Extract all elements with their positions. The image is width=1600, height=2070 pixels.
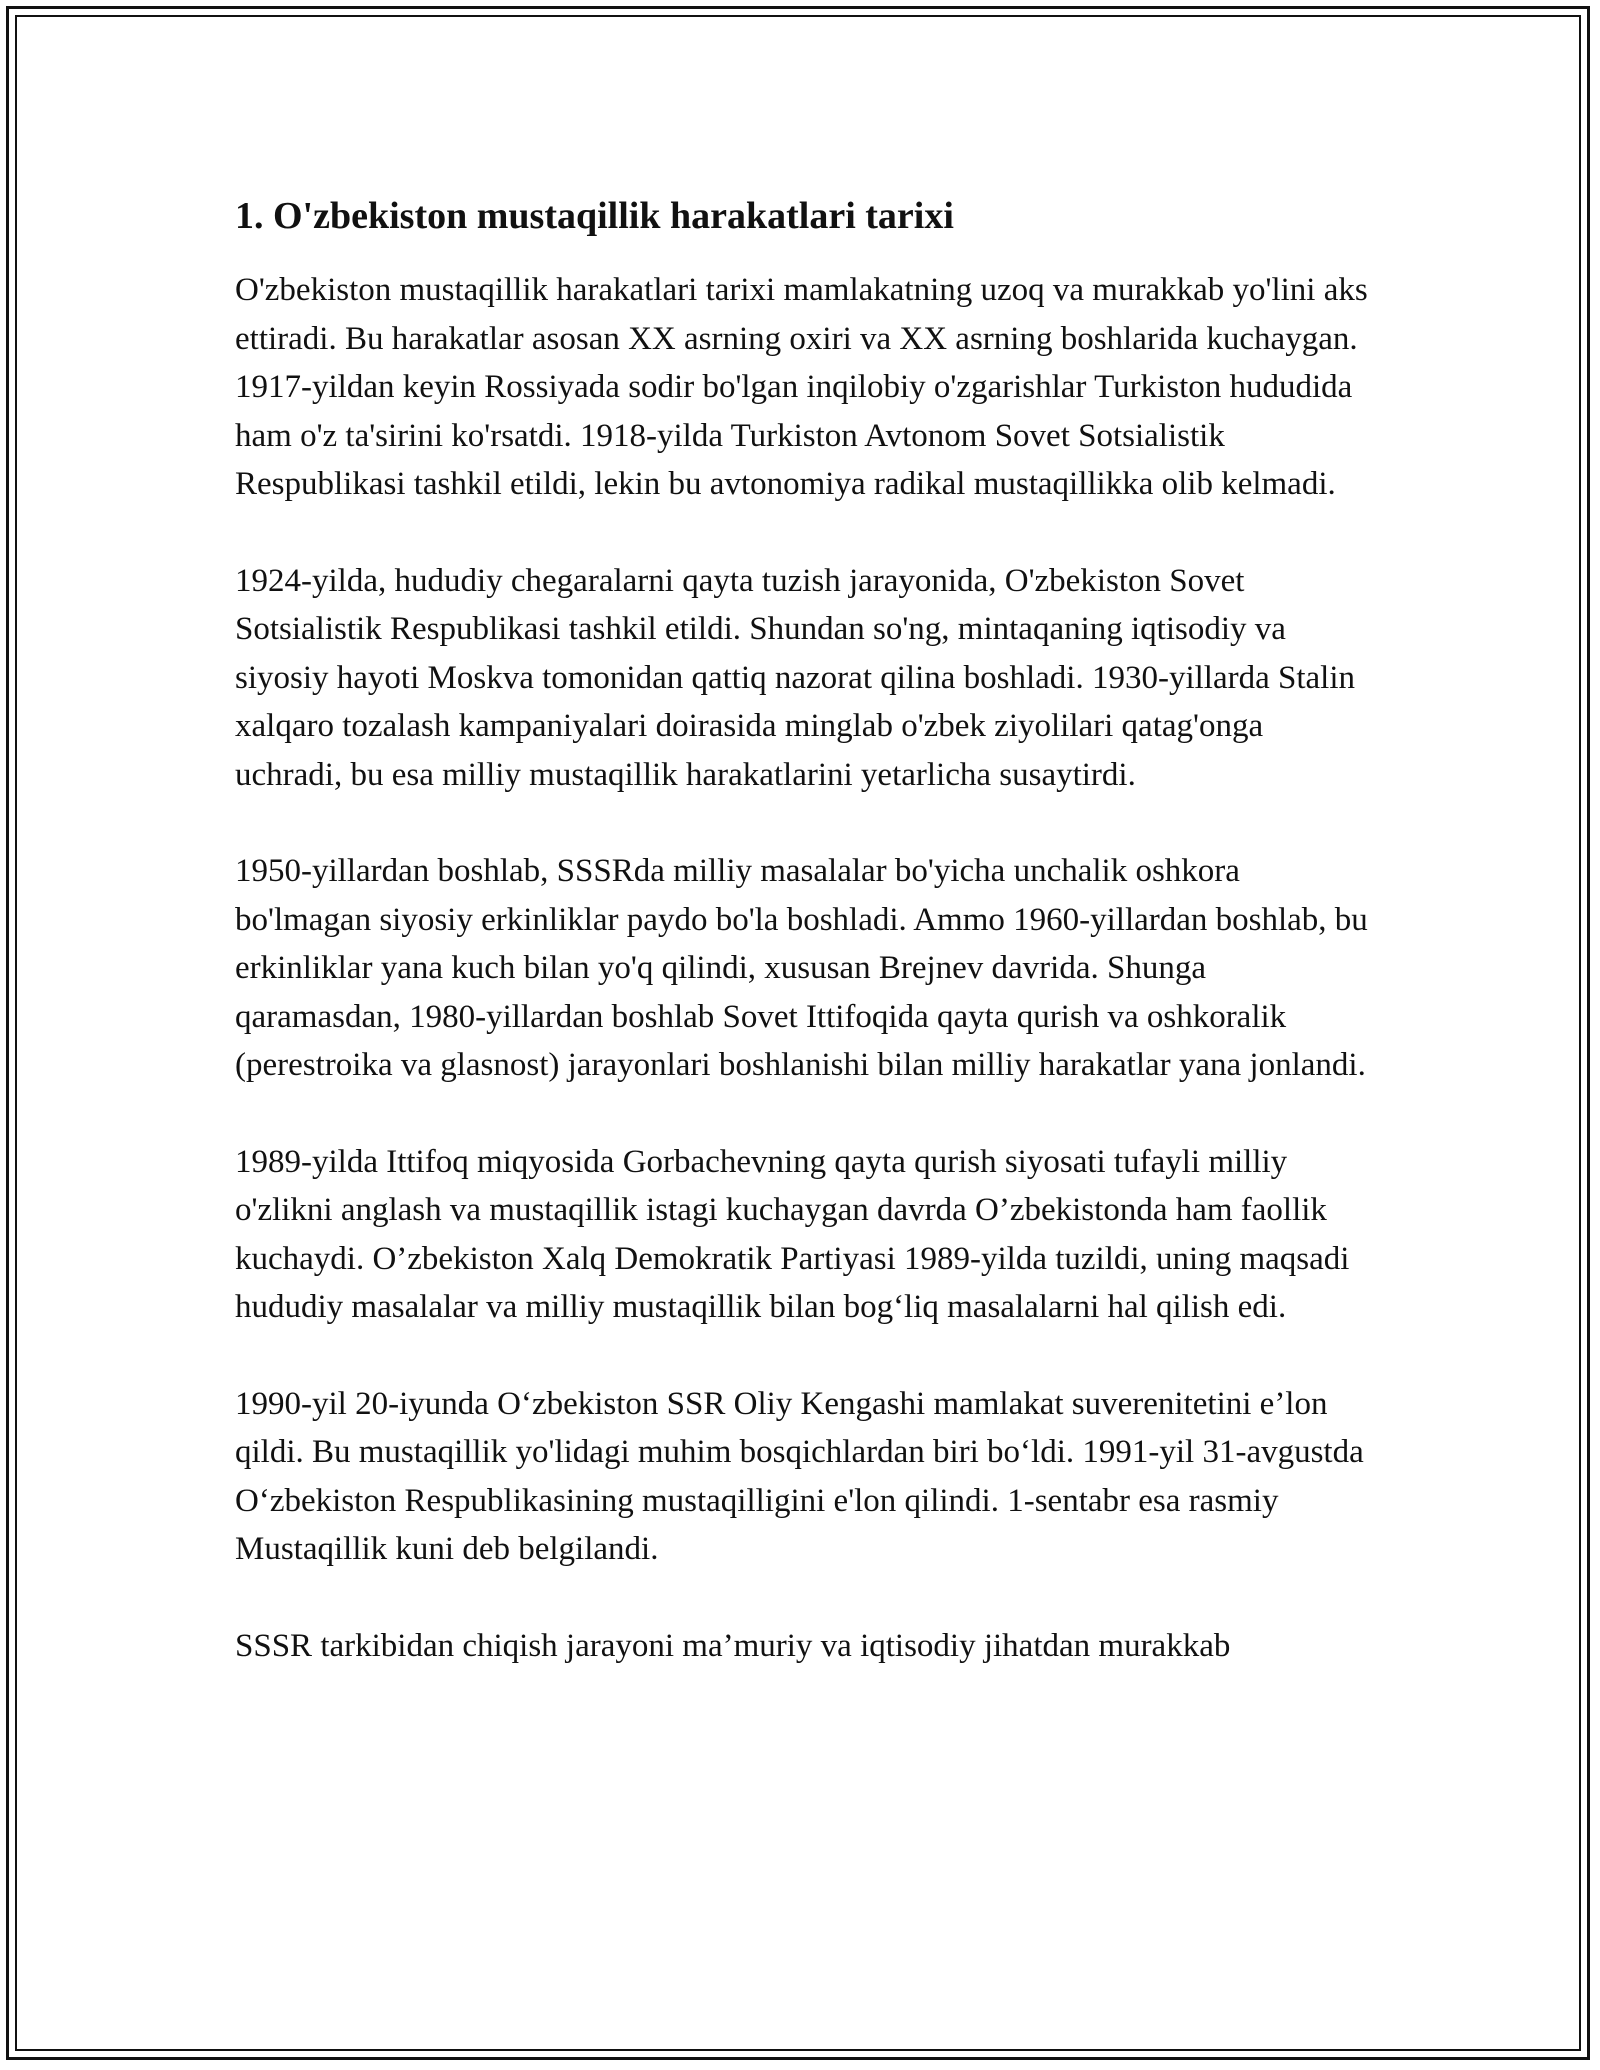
- paragraph-6: SSSR tarkibidan chiqish jarayoni ma’muriy va iqtisodiy jihatdan murakkab: [235, 1627, 1231, 1664]
- section-heading: 1. O'zbekiston mustaqillik harakatlari tarixi: [235, 195, 954, 237]
- paragraph-1: O'zbekiston mustaqillik harakatlari tarixi mamlakatning uzoq va murakkab yo'lini aks ettiradi. Bu harakatlar asosan XX asrning oxiri va XX asrning boshlarida kuchaygan. 1917-yildan keyin Rossiyada sodir bo'lgan inqilobiy o'zgarishlar Turkiston hududida ham o'z ta'sirini ko'rsatdi. 1918-yilda Turkiston Avtonom Sovet Sotsialistik Respublikasi tashkil etildi, lekin bu avtonomiya radikal mustaqillikka olib kelmadi.: [235, 272, 1368, 502]
- paragraph-4: 1989-yilda Ittifoq miqyosida Gorbachevning qayta qurish siyosati tufayli milliy o'zlikni anglash va mustaqillik istagi kuchaygan davrda O’zbekistonda ham faollik kuchaydi. O’zbekiston Xalq Demokratik Partiyasi 1989-yilda tuzildi, uning maqsadi hududiy masalalar va milliy mustaqillik bilan bog‘liq masalalarni hal qilish edi.: [235, 1143, 1350, 1325]
- document-body: [235, 190, 1375, 1718]
- paragraph-2: 1924-yilda, hududiy chegaralarni qayta tuzish jarayonida, O'zbekiston Sovet Sotsialistik Respublikasi tashkil etildi. Shundan so'ng, mintaqaning iqtisodiy va siyosiy hayoti Moskva tomonidan qattiq nazorat qilina boshladi. 1930-yillarda Stalin xalqaro tozalash kampaniyalari doirasida minglab o'zbek ziyolilari qatag'onga uchradi, bu esa milliy mustaqillik harakatlarini yetarlicha susaytirdi.: [235, 562, 1356, 793]
- paragraph-3: 1950-yillardan boshlab, SSSRda milliy masalalar bo'yicha unchalik oshkora bo'lmagan siyosiy erkinliklar paydo bo'la boshladi. Ammo 1960-yillardan boshlab, bu erkinliklar yana kuch bilan yo'q qilindi, xususan Brejnev davrida. Shunga qaramasdan, 1980-yillardan boshlab Sovet Ittifoqida qayta qurish va oshkoralik (perestroika va glasnost) jarayonlari boshlanishi bilan milliy harakatlar yana jonlandi.: [235, 853, 1368, 1083]
- paragraph-5: 1990-yil 20-iyunda O‘zbekiston SSR Oliy Kengashi mamlakat suverenitetini e’lon qildi. Bu mustaqillik yo'lidagi muhim bosqichlardan biri bo‘ldi. 1991-yil 31-avgustda O‘zbekiston Respublikasining mustaqilligini e'lon qilindi. 1-sentabr esa rasmiy Mustaqillik kuni deb belgilandi.: [235, 1385, 1364, 1567]
